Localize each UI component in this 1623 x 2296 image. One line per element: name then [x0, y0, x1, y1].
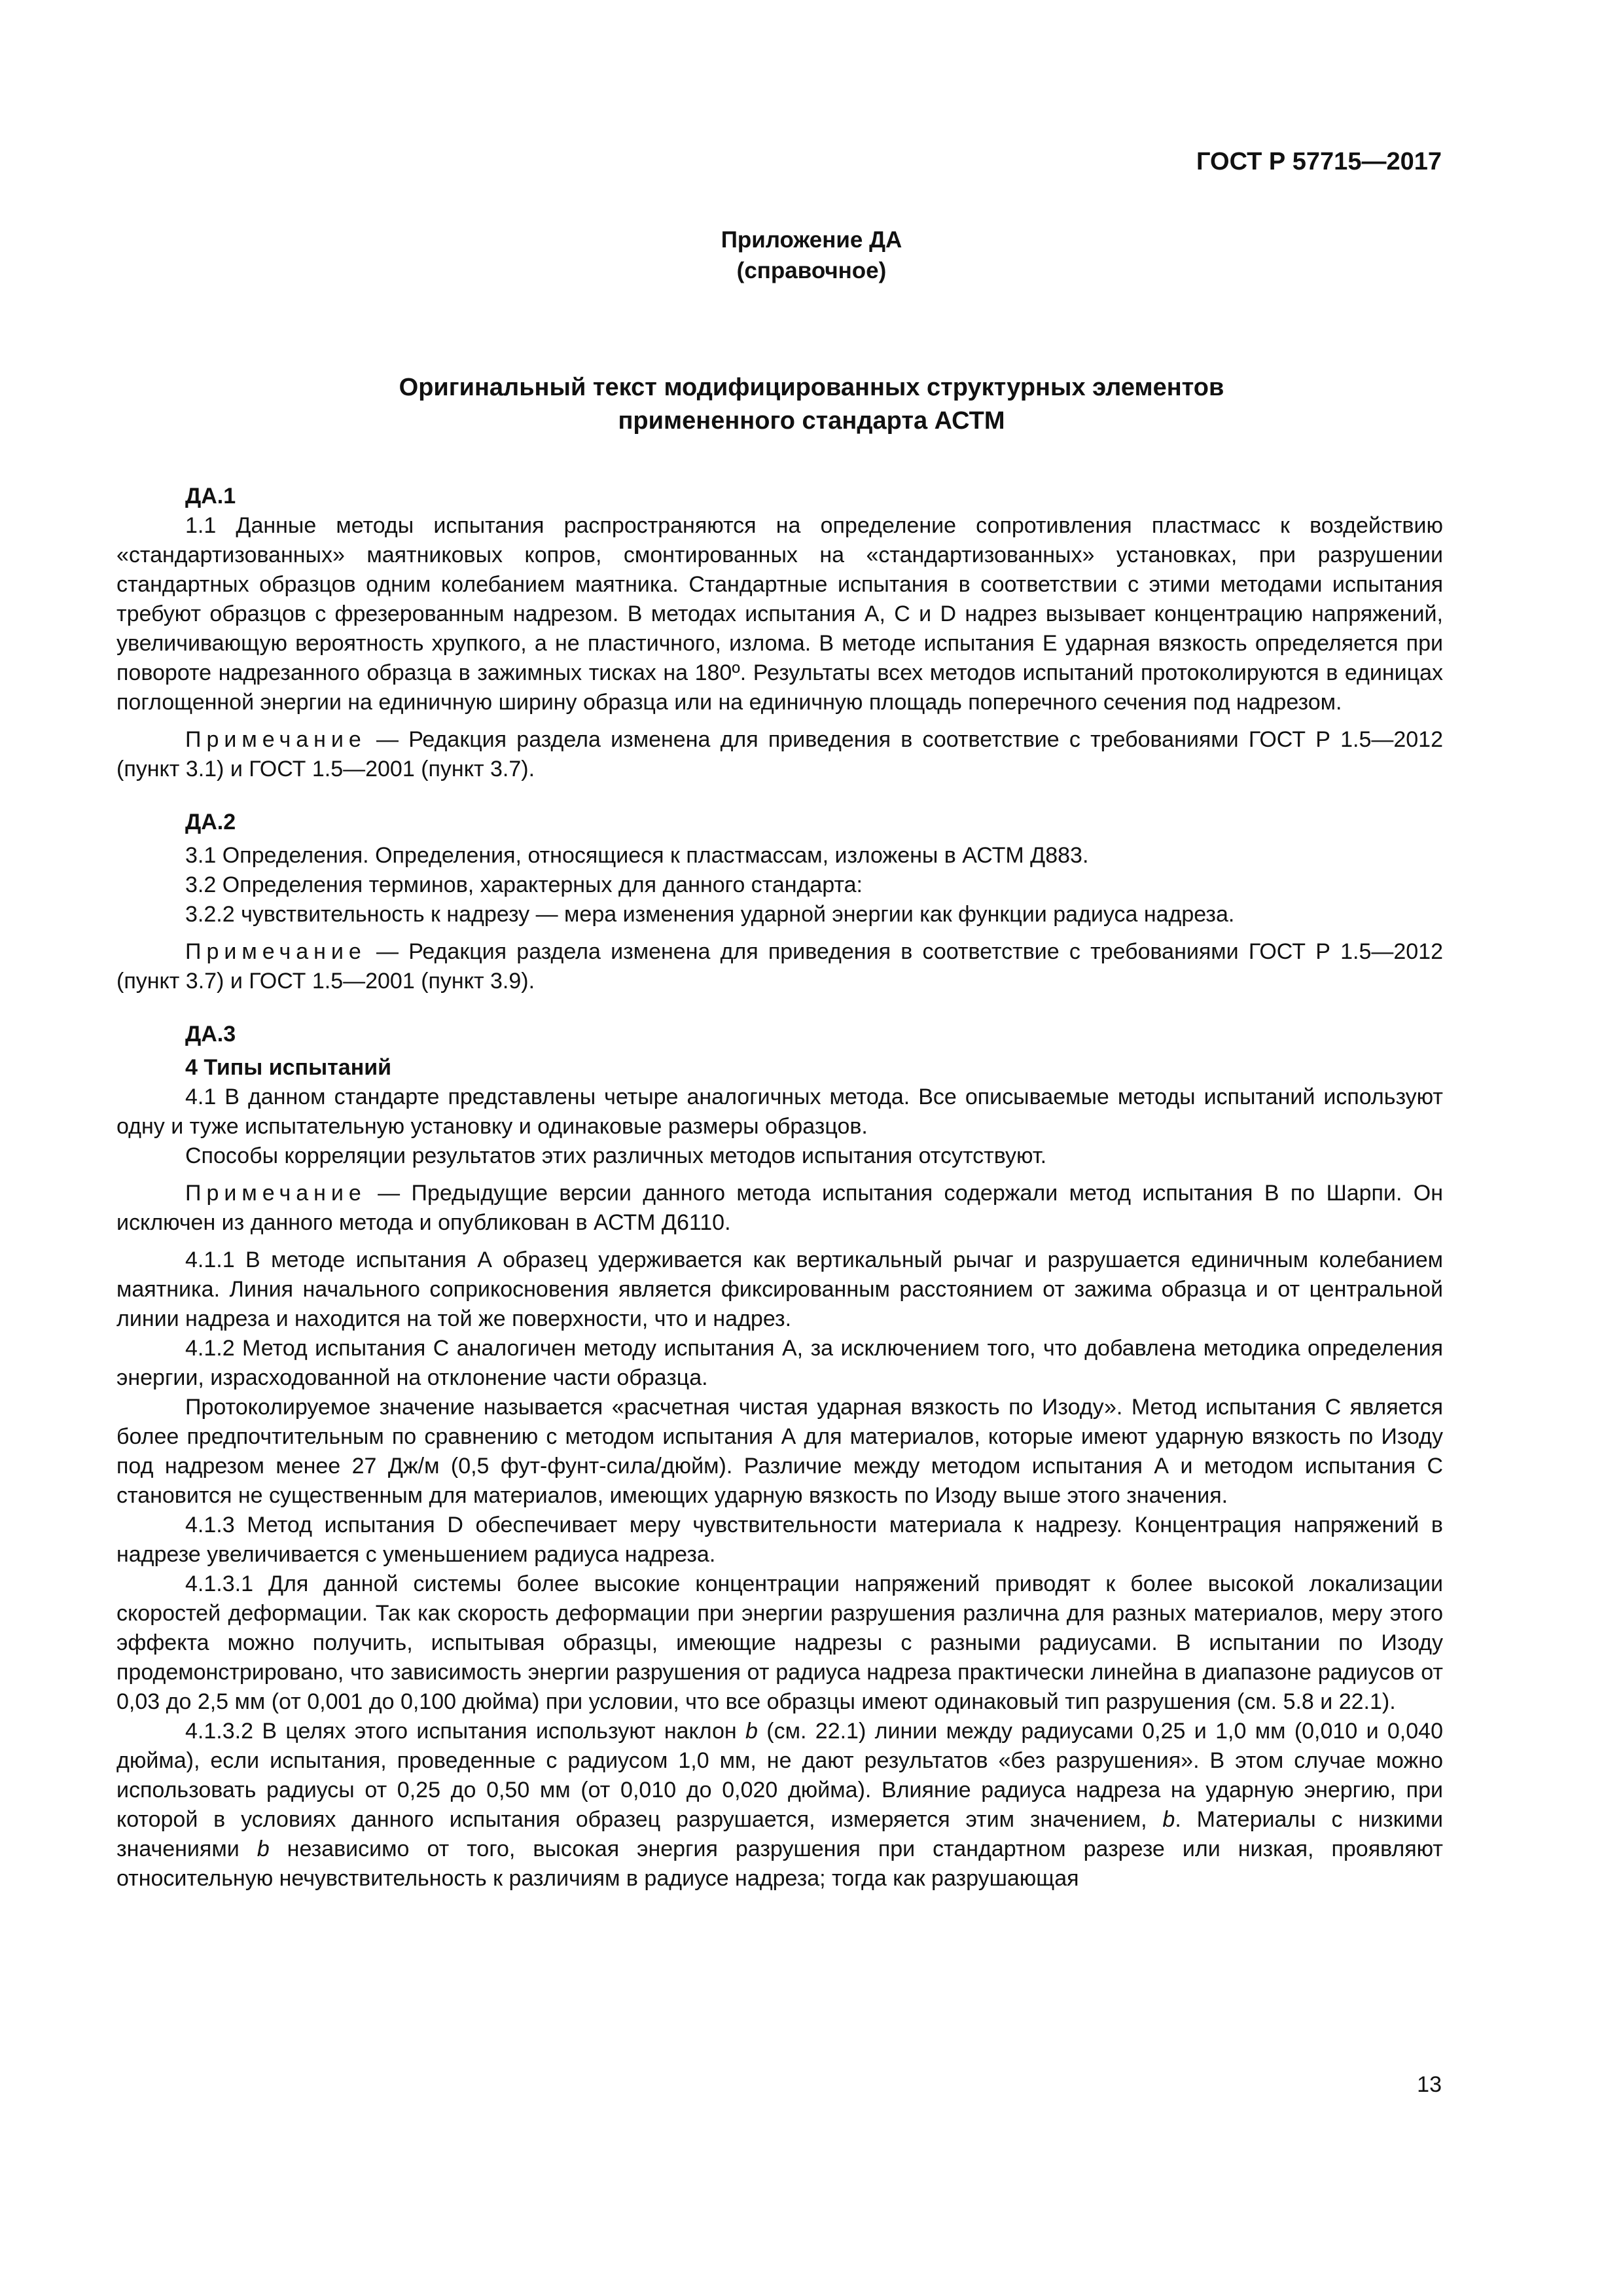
text-run: независимо от того, высокая энергия разрушения при стандартном разрезе или низкая, проявляют относительную нечувствительность к различиям в радиусе надреза; тогда как разрушающая: [116, 1837, 1443, 1891]
note-da2: [116, 937, 1443, 996]
appendix-type: (справочное): [736, 258, 887, 283]
paragraph-1-1: 1.1 Данные методы испытания распространяются на определение сопротивления пластмасс к воздействию «стандартизованных» маятниковых копров, смонтированных на «стандартизованных» установках, при разрушении стандартных образцов одним колебанием маятника. Стандартные испытания в соответствии с этими методами испытания требуют образцов с фрезерованным надрезом. В методах испытания А, С и D надрез вызывает концентрацию напряжений, увеличивающую вероятность хрупкого, а не пластичного, излома. В методе испытания Е ударная вязкость определяется при повороте надрезанного образца в зажимных тисках на 180º. Результаты всех методов испытаний протоколируются в единицах поглощенной энергии на единичную ширину образца или на единичную площадь поперечного сечения под надрезом.: [116, 513, 1443, 715]
variable-b: b: [745, 1719, 758, 1744]
appendix-title: Приложение ДА: [721, 227, 902, 253]
note-da1: [116, 725, 1443, 784]
section-heading-da1: ДА.1: [185, 484, 236, 509]
appendix-heading: [0, 224, 1623, 286]
section-heading-da3: ДА.3: [185, 1022, 236, 1047]
standard-code: ГОСТ Р 57715—2017: [1196, 148, 1442, 175]
page-number: 13: [1417, 2072, 1442, 2097]
paragraph-4-1-3-2: [116, 1717, 1443, 1893]
document-title: [0, 371, 1623, 438]
text-run: (см. 22.1) линии между радиусами 0,25 и 1,0 мм (0,010 и 0,040 дюйма), если испытания, проведенные с радиусом 1,0 мм, не дают результатов «без разрушения». В этом случае можно использовать радиусы от 0,25 до 0,50 мм (от 0,010 до 0,020 дюйма). Влияние радиуса надреза на ударную энергию, при которой в условиях данного испытания образец разрушается, измеряется этим значением,: [116, 1719, 1443, 1832]
paragraph-3-2: 3.2 Определения терминов, характерных для данного стандарта:: [185, 872, 863, 897]
section-heading-da2: ДА.2: [185, 810, 236, 834]
paragraph-4-1-1: 4.1.1 В методе испытания А образец удерживается как вертикальный рычаг и разрушается единичным колебанием маятника. Линия начального соприкосновения является фиксированным расстоянием от зажима образца и от центральной линии надреза и находится на той же поверхности, что и надрез.: [116, 1247, 1443, 1331]
subsection-heading-test-types: 4 Типы испытаний: [185, 1055, 392, 1080]
paragraph-4-1-3: 4.1.3 Метод испытания D обеспечивает меру чувствительности материала к надрезу. Концентрация напряжений в надрезе увеличивается с уменьшением радиуса надреза.: [116, 1513, 1443, 1567]
paragraph-4-1: 4.1 В данном стандарте представлены четыре аналогичных метода. Все описываемые методы испытаний используют одну и туже испытательную установку и одинаковые размеры образцов.: [116, 1085, 1443, 1139]
note-label: Примечание: [185, 939, 366, 964]
paragraph-correlation: Способы корреляции результатов этих различных методов испытания отсутствуют.: [185, 1143, 1047, 1168]
paragraph-3-2-2: 3.2.2 чувствительность к надрезу — мера изменения ударной энергии как функции радиуса надреза.: [185, 902, 1235, 927]
paragraph-3-1: 3.1 Определения. Определения, относящиеся к пластмассам, изложены в АСТМ Д883.: [185, 843, 1089, 868]
text-run: 4.1.3.2 В целях этого испытания используют наклон: [185, 1719, 746, 1744]
note-label: Примечание: [185, 727, 366, 752]
paragraph-reported-value: Протоколируемое значение называется «расчетная чистая ударная вязкость по Изоду». Метод испытания С является более предпочтительным по сравнению с методом испытания А для материалов, которые имеют ударную вязкость по Изоду под надрезом менее 27 Дж/м (0,5 фут-фунт-сила/дюйм). Различие между методом испытания А и методом испытания С становится не существенным для материалов, имеющих ударную вязкость по Изоду выше этого значения.: [116, 1395, 1443, 1508]
title-line-2: примененного стандарта АСТМ: [618, 407, 1005, 435]
variable-b: b: [1162, 1807, 1175, 1832]
note-label: Примечание: [185, 1181, 366, 1206]
paragraph-4-1-2: 4.1.2 Метод испытания С аналогичен методу испытания А, за исключением того, что добавлена методика определения энергии, израсходованной на отклонение части образца.: [116, 1336, 1443, 1390]
document-body: [116, 482, 1443, 1893]
variable-b: b: [257, 1837, 270, 1861]
note-da3: [116, 1179, 1443, 1238]
title-line-1: Оригинальный текст модифицированных структурных элементов: [399, 374, 1224, 401]
text-run: . Материалы с низкими значениями: [116, 1807, 1443, 1861]
note-text: — Редакция раздела изменена для приведения в соответствие с требованиями ГОСТ Р 1.5—2012 (пункт 3.1) и ГОСТ 1.5—2001 (пункт 3.7).: [116, 727, 1443, 781]
note-text: — Предыдущие версии данного метода испытания содержали метод испытания В по Шарпи. Он исключен из данного метода и опубликован в АСТМ Д6110.: [116, 1181, 1443, 1235]
note-text: — Редакция раздела изменена для приведения в соответствие с требованиями ГОСТ Р 1.5—2012 (пункт 3.7) и ГОСТ 1.5—2001 (пункт 3.9).: [116, 939, 1443, 994]
paragraph-4-1-3-1: 4.1.3.1 Для данной системы более высокие концентрации напряжений приводят к более высокой локализации скоростей деформации. Так как скорость деформации при энергии разрушения различна для разных материалов, меру этого эффекта можно получить, испытывая образцы, имеющие надрезы с разными радиусами. В испытании по Изоду продемонстрировано, что зависимость энергии разрушения от радиуса надреза практически линейна в диапазоне радиусов от 0,03 до 2,5 мм (от 0,001 до 0,100 дюйма) при условии, что все образцы имеют одинаковый тип разрушения (см. 5.8 и 22.1).: [116, 1571, 1443, 1714]
